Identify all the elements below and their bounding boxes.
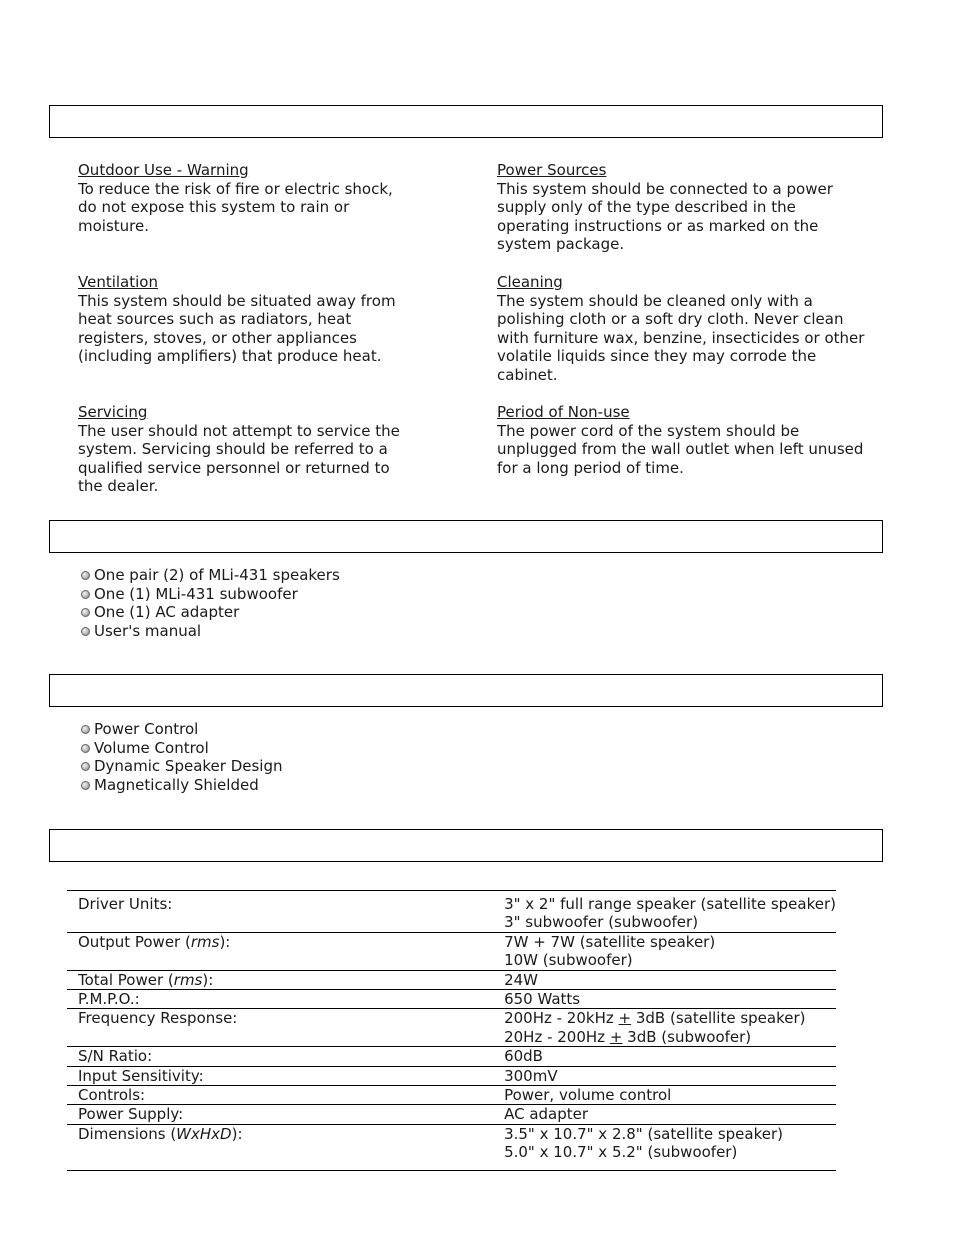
cleaning-heading: Cleaning	[497, 273, 563, 291]
safety-header-box	[49, 105, 883, 138]
ventilation-line: This system should be situated away from	[78, 291, 396, 310]
power-sources-line: operating instructions or as marked on the	[497, 216, 819, 235]
ventilation-heading: Ventilation	[78, 273, 158, 291]
non-use-line: The power cord of the system should be	[497, 421, 800, 440]
table-row	[67, 1105, 836, 1124]
spec-value-line: 10W (subwoofer)	[504, 951, 633, 970]
outdoor-use-line: do not expose this system to rain or	[78, 198, 350, 217]
cleaning-block	[497, 273, 877, 385]
safety-ventilation-block-left-1	[78, 161, 408, 235]
bullet-icon	[81, 608, 90, 617]
spec-label: Power Supply:	[78, 1105, 184, 1124]
spec-value: 24W	[504, 970, 538, 989]
servicing-heading: Servicing	[78, 403, 148, 421]
cleaning-line: with furniture wax, benzine, insecticides or other	[497, 328, 865, 347]
spec-value: Power, volume control	[504, 1086, 672, 1105]
specifications-table	[67, 890, 836, 1171]
spec-value-line: 3.5" x 10.7" x 2.8" (satellite speaker)	[504, 1124, 783, 1143]
table-row	[67, 891, 836, 933]
list-item	[79, 566, 340, 585]
power-sources-heading: Power Sources	[497, 161, 607, 179]
non-use-line: unplugged from the wall outlet when left unused	[497, 440, 864, 459]
servicing-line: qualified service personnel or returned to	[78, 458, 390, 477]
ventilation-line: (including amplifiers) that produce heat.	[78, 347, 382, 366]
spec-value-line: 5.0" x 10.7" x 5.2" (subwoofer)	[504, 1143, 738, 1162]
power-sources-block	[497, 161, 877, 254]
list-item-text: Volume Control	[94, 738, 209, 757]
package-contents-list	[79, 566, 340, 641]
spec-label: S/N Ratio:	[78, 1047, 153, 1066]
bullet-icon	[81, 744, 90, 753]
cleaning-line: polishing cloth or a soft dry cloth. Never clean	[497, 310, 844, 329]
spec-value: 60dB	[504, 1047, 543, 1066]
list-item-text: Dynamic Speaker Design	[94, 757, 283, 776]
ventilation-line: heat sources such as radiators, heat	[78, 310, 352, 329]
spec-value-line: 3" x 2" full range speaker (satellite speaker)	[504, 895, 836, 913]
spec-label: Dimensions (WxHxD):	[78, 1124, 243, 1143]
power-sources-line: This system should be connected to a power	[497, 179, 833, 198]
features-list	[79, 720, 283, 795]
cleaning-line: The system should be cleaned only with a	[497, 291, 813, 310]
list-item-text: User's manual	[94, 622, 202, 641]
spec-value-line: 200Hz - 20kHz + 3dB (satellite speaker)	[504, 1009, 806, 1028]
list-item-text: One pair (2) of MLi-431 speakers	[94, 566, 340, 584]
power-sources-line: system package.	[497, 235, 625, 254]
list-item	[79, 720, 283, 739]
bullet-icon	[81, 762, 90, 771]
list-item-text: Power Control	[94, 720, 199, 738]
servicing-line: system. Servicing should be referred to a	[78, 440, 388, 459]
table-row	[67, 1047, 836, 1066]
spec-value: AC adapter	[504, 1105, 589, 1124]
bullet-icon	[81, 627, 90, 636]
list-item	[79, 776, 283, 795]
features-header-box	[49, 674, 883, 707]
bullet-icon	[81, 571, 90, 580]
table-row	[67, 990, 836, 1009]
bullet-icon	[81, 725, 90, 734]
list-item	[79, 585, 340, 604]
non-use-block	[497, 403, 877, 477]
spec-label: P.M.P.O.:	[78, 990, 140, 1009]
spec-value-line: 20Hz - 200Hz + 3dB (subwoofer)	[504, 1027, 752, 1046]
spec-value-line: 7W + 7W (satellite speaker)	[504, 932, 716, 951]
spec-value	[504, 1009, 836, 1047]
spec-label: Frequency Response:	[78, 1009, 238, 1028]
list-item	[79, 739, 283, 758]
table-row	[67, 1009, 836, 1047]
specs-header-box	[49, 829, 883, 862]
spec-label: Input Sensitivity:	[78, 1066, 204, 1085]
list-item-text: One (1) AC adapter	[94, 603, 240, 622]
bullet-icon	[81, 781, 90, 790]
outdoor-use-line: To reduce the risk of fire or electric shock,	[78, 179, 393, 198]
spec-value: 650 Watts	[504, 990, 581, 1009]
outdoor-use-line: moisture.	[78, 216, 149, 235]
list-item	[79, 622, 340, 641]
servicing-block	[78, 403, 408, 496]
spec-value	[504, 1124, 836, 1170]
cleaning-line: cabinet.	[497, 365, 558, 384]
spec-value	[504, 932, 836, 970]
non-use-line: for a long period of time.	[497, 458, 684, 477]
list-item-text: Magnetically Shielded	[94, 776, 259, 795]
ventilation-block	[78, 273, 408, 366]
spec-value-line: 3" subwoofer (subwoofer)	[504, 913, 699, 932]
spec-label: Controls:	[78, 1086, 146, 1105]
table-row	[67, 932, 836, 970]
power-sources-line: supply only of the type described in the	[497, 198, 796, 217]
list-item	[79, 603, 340, 622]
outdoor-use-heading: Outdoor Use - Warning	[78, 161, 249, 179]
spec-label: Driver Units:	[78, 895, 173, 913]
servicing-line: the dealer.	[78, 477, 159, 496]
non-use-heading: Period of Non-use	[497, 403, 630, 421]
table-row	[67, 970, 836, 989]
list-item-text: One (1) MLi-431 subwoofer	[94, 584, 298, 603]
spec-label: Total Power (rms):	[78, 970, 214, 989]
cleaning-line: volatile liquids since they may corrode the	[497, 347, 817, 366]
servicing-line: The user should not attempt to service the	[78, 421, 400, 440]
spec-value	[504, 891, 836, 933]
table-row	[67, 1124, 836, 1170]
bullet-icon	[81, 590, 90, 599]
list-item	[79, 757, 283, 776]
ventilation-line: registers, stoves, or other appliances	[78, 328, 357, 347]
table-row	[67, 1066, 836, 1085]
spec-value: 300mV	[504, 1066, 558, 1085]
package-header-box	[49, 520, 883, 553]
table-row	[67, 1086, 836, 1105]
spec-label: Output Power (rms):	[78, 932, 231, 951]
